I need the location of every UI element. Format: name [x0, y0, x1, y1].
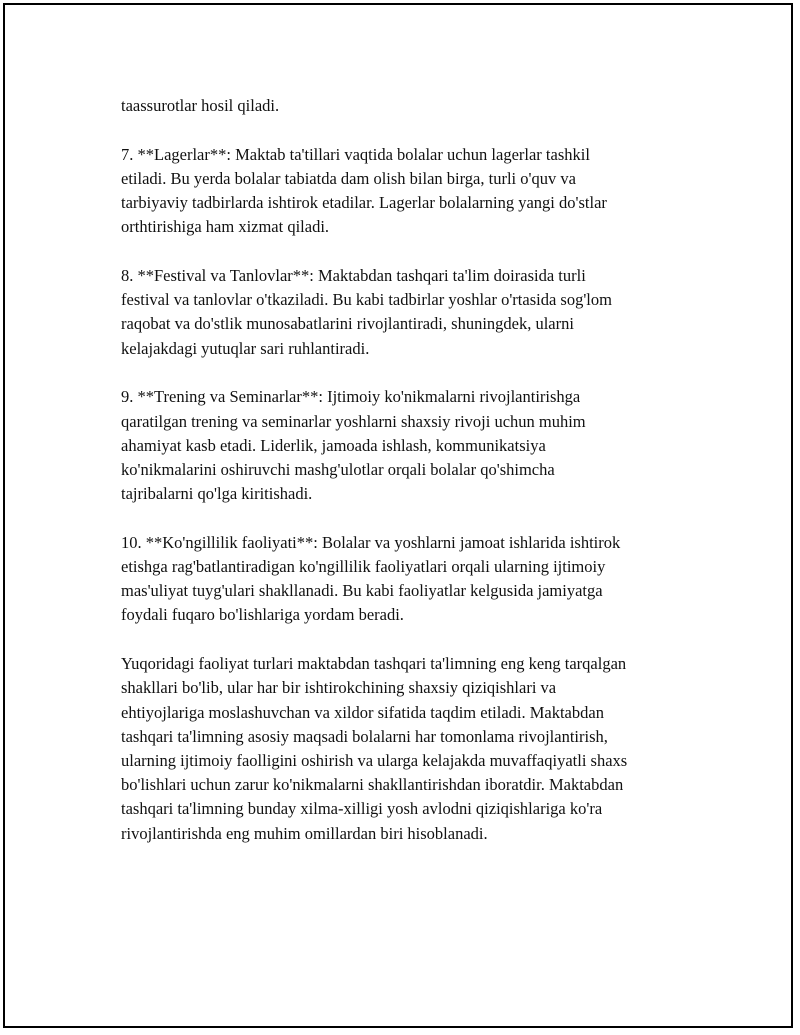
paragraph-item-7-lagerlar: 7. **Lagerlar**: Maktab ta'tillari vaqtida bolalar uchun lagerlar tashkil etiladi. Bu yerda bolalar tabiatda dam olish bilan birga, turli o'quv va tarbiyaviy tadbirlarda ishtirok etadilar. Lagerlar bolalarning yangi do'stlar orthtirishiga ham xizmat qiladi.: [121, 144, 607, 237]
paragraph-conclusion: Yuqoridagi faoliyat turlari maktabdan tashqari ta'limning eng keng tarqalgan shakllari bo'lib, ular har bir ishtirokchining shaxsiy qiziqishlari va ehtiyojlariga moslashuvchan va xildor sifatida taqdim etiladi. Maktabdan tashqari ta'limning asosiy maqsadi bolalarni har tomonlama rivojlantirish, ularning ijtimoiy faolligini oshirish va ularga kelajakda muvaffaqiyatli shaxs bo'lishlari uchun zarur ko'nikmalarni shakllantirishdan iboratdir. Maktabdan tashqari ta'limning bunday xilma-xilligi yosh avlodni qiziqishlariga ko'ra rivojlantirishda eng muhim omillardan biri hisoblanadi.: [121, 654, 628, 843]
paragraph-item-9-trening: 9. **Trening va Seminarlar**: Ijtimoiy ko'nikmalarni rivojlantirishga qaratilgan trening va seminarlar yoshlarni shaxsiy rivoji uchun muhim ahamiyat kasb etadi. Liderlik, jamoada ishlash, kommunikatsiya ko'nikmalarini oshiruvchi mashg'ulotlar orqali bolalar qo'shimcha tajribalarni qo'lga kiritishadi.: [121, 387, 586, 504]
paragraph-item-10-kongillilik: 10. **Ko'ngillilik faoliyati**: Bolalar va yoshlarni jamoat ishlarida ishtirok etishga rag'batlantiradigan ko'ngillilik faoliyatlari orqali ularning ijtimoiy mas'uliyat tuyg'ulari shakllanadi. Bu kabi faoliyatlar kelgusida jamiyatga foydali fuqaro bo'lishlariga yordam beradi.: [121, 532, 621, 625]
document-body: [121, 94, 711, 870]
paragraph-item-8-festival: 8. **Festival va Tanlovlar**: Maktabdan tashqari ta'lim doirasida turli festival va tanlovlar o'tkaziladi. Bu kabi tadbirlar yoshlar o'rtasida sog'lom raqobat va do'stlik munosabatlarini rivojlantiradi, shuningdek, ularni kelajakdagi yutuqlar sari ruhlantiradi.: [121, 266, 612, 358]
paragraph-intro-continuation: taassurotlar hosil qiladi.: [121, 96, 280, 115]
document-page: [3, 3, 793, 1028]
